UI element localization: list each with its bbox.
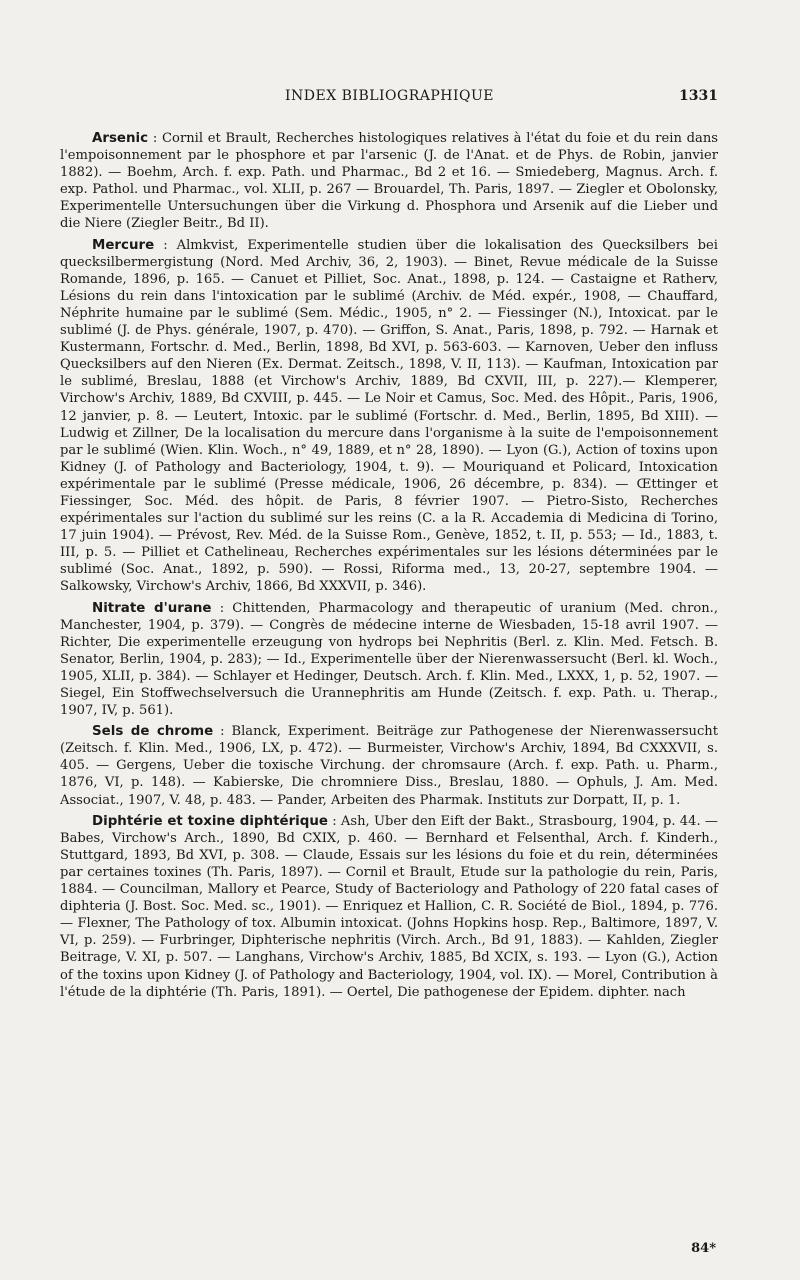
entry-term: Sels de chrome — [92, 724, 214, 740]
signature-mark: 84* — [691, 1241, 716, 1256]
bibliography-entry-arsenic — [60, 130, 718, 233]
entry-term: Mercure — [92, 237, 155, 253]
bibliography-entry-diphterie — [60, 813, 718, 1001]
page-header — [60, 88, 718, 104]
entry-term: Diphtérie et toxine diphtérique — [92, 813, 328, 829]
entry-term: Arsenic — [92, 131, 149, 146]
bibliography-entry-mercure — [60, 237, 718, 596]
bibliography-entry-sels-chrome — [60, 723, 718, 808]
page-number: 1331 — [679, 88, 718, 104]
entry-text: : Almkvist, Experimentelle studien über die lokalisation des Quecksilbers bei quecksilbermergistung (Nord. Med Archiv, 36, 2, 1903). — Binet, Revue médicale de la Suisse Romande, 1896, p. 165. — Canuet et Pilliet, Soc. Anat., 1898, p. 124. — Castaigne et Ratherv, Lésions du rein dans l'intoxication par le sublimé (Archiv. de Méd. expér., 1908, — Chauffard, Néphrite humaine par le sublimé (Sem. Médic., 1905, n° 2. — Fiessinger (N.), Intoxicat. par le sublimé (J. de Phys. générale, 1907, p. 470). — Griffon, S. Anat., Paris, 1898, p. 792. — Harnak et Kustermann, Fortschr. d. Med., Berlin, 1898, Bd XVI, p. 563-603. — Karnoven, Ueber den influss Quecksilbers auf den Nieren (Ex. Dermat. Zeitsch., 1898, V. II, 113). — Kaufman, Intoxication par le sublimé, Breslau, 1888 (et Virchow's Archiv, 1889, Bd CXVII, III, p. 227).— Klemperer, Virchow's Archiv, 1889, Bd CXVIII, p. 445. — Le Noir et Camus, Soc. Med. des Hôpit., Paris, 1906, 12 janvier, p. 8. — Leutert, Intoxic. par le sublimé (Fortschr. d. Med., Berlin, 1895, Bd XIII). — Ludwig et Zillner, De la localisation du mercure dans l'organisme à la suite de l'empoisonnement par le sublimé (Wien. Klin. Woch., n° 49, 1889, et n° 28, 1890). — Lyon (G.), Action of toxins upon Kidney (J. of Pathology and Bacteriology, 1904, t. 9). — Mouriquand et Policard, Intoxication expérimentale par le sublimé (Presse médicale, 1906, 26 décembre, p. 834). — Œttinger et Fiessinger, Soc. Méd. des hôpit. de Paris, 8 février 1907. — Pietro-Sisto, Recherches expérimentales sur l'action du sublimé sur les reins (C. a la R. Accademia di Medicina di Torino, 17 juin 1904). — Prévost, Rev. Méd. de la Suisse Rom., Genève, 1852, t. II, p. 553; — Id., 1883, t. III, p. 5. — Pilliet et Cathelineau, Recherches expérimentales sur les lésions déterminées par le sublimé (Soc. Anat., 1892, p. 590). — Rossi, Riforma med., 13, 20-27, septembre 1904. — Salkowsky, Virchow's Archiv, 1866, Bd XXXVII, p. 346). — [60, 237, 718, 595]
entry-text: : Chittenden, Pharmacology and therapeutic of uranium (Med. chron., Manchester, 1904, p. 379). — Congrès de médecine interne de Wiesbaden, 15-18 avril 1907. — Richter, Die experimentelle erzeugung von hydrops bei Nephritis (Berl. z. Klin. Med. Fetsch. B. Senator, Berlin, 1904, p. 283); — Id., Experimentelle über der Nierenwassersucht (Berl. kl. Woch., 1905, XLII, p. 384). — Schlayer et Hedinger, Deutsch. Arch. f. Klin. Med., LXXX, 1, p. 52, 1907. — Siegel, Ein Stoffwechselversuch die Urannephritis am Hunde (Zeitsch. f. exp. Path. u. Therap., 1907, IV, p. 561). — [60, 600, 718, 719]
entry-text: : Cornil et Brault, Recherches histologiques relatives à l'état du foie et du rein dans l'empoisonnement par le phosphore et par l'arsenic (J. de l'Anat. et de Phys. de Robin, janvier 1882). — Boehm, Arch. f. exp. Path. und Pharmac., Bd 2 et 16. — Smiedeberg, Magnus. Arch. f. exp. Pathol. und Pharmac., vol. XLII, p. 267 — Brouardel, Th. Paris, 1897. — Ziegler et Obolonsky, Experimentelle Untersuchungen über die Virkung d. Phosphora und Arsenik auf die Lieber und die Niere (Ziegler Beitr., Bd II). — [60, 131, 718, 232]
running-title: INDEX BIBLIOGRAPHIQUE — [284, 88, 495, 104]
entry-term: Nitrate d'urane — [92, 600, 212, 616]
entry-text: : Ash, Uber den Eift der Bakt., Strasbourg, 1904, p. 44. — Babes, Virchow's Arch., 1890, Bd CXIX, p. 460. — Bernhard et Felsenthal, Arch. f. Kinderh., Stuttgard, 1893, Bd XVI, p. 308. — Claude, Essais sur les lésions du foie et du rein, déterminées par certaines toxines (Th. Paris, 1897). — Cornil et Brault, Etude sur la pathologie du rein, Paris, 1884. — Councilman, Mallory et Pearce, Study of Bacteriology and Pathology of 220 fatal cases of diphteria (J. Bost. Soc. Med. sc., 1901). — Enriquez et Hallion, C. R. Société de Biol., 1894, p. 776. — Flexner, The Pathology of tox. Albumin intoxicat. (Johns Hopkins hosp. Rep., Baltimore, 1897, V. VI, p. 259). — Furbringer, Diphterische nephritis (Virch. Arch., Bd 91, 1883). — Kahlden, Ziegler Beitrage, V. XI, p. 507. — Langhans, Virchow's Archiv, 1885, Bd XCIX, s. 193. — Lyon (G.), Action of the toxins upon Kidney (J. of Pathology and Bacteriology, 1904, vol. IX). — Morel, Contribution à l'étude de la diphtérie (Th. Paris, 1891). — Oertel, Die pathogenese der Epidem. diphter. nach — [60, 813, 718, 1000]
bibliography-entry-nitrate-urane — [60, 600, 718, 720]
entry-text: : Blanck, Experiment. Beiträge zur Pathogenese der Nierenwassersucht (Zeitsch. f. Klin. Med., 1906, LX, p. 472). — Burmeister, Virchow's Archiv, 1894, Bd CXXXVII, s. 405. — Gergens, Ueber die toxische Virchung. der chromsaure (Arch. f. exp. Path. u. Pharm., 1876, VI, p. 148). — Kabierske, Die chromniere Diss., Breslau, 1880. — Ophuls, J. Am. Med. Associat., 1907, V. 48, p. 483. — Pander, Arbeiten des Pharmak. Instituts zur Dorpatt, II, p. 1. — [60, 724, 718, 808]
